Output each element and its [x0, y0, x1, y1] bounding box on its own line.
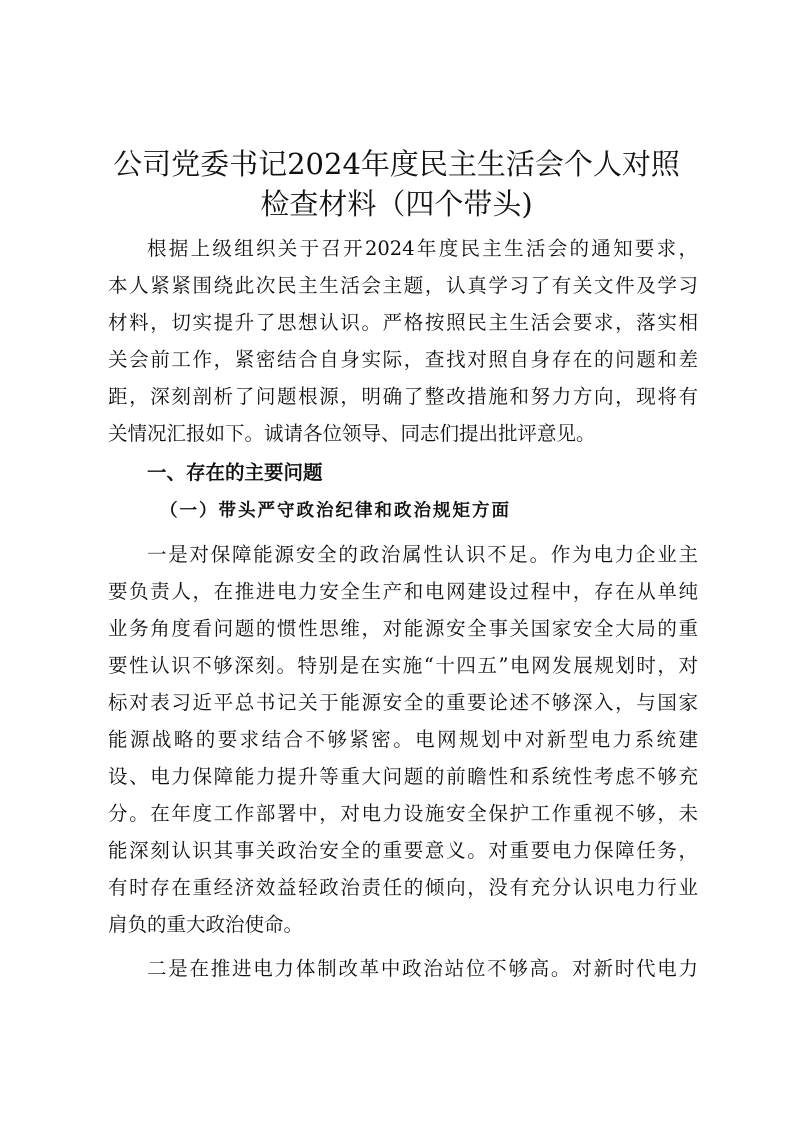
subsection-heading: （一）带头严守政治纪律和政治规矩方面	[160, 501, 511, 521]
para-line: 能源战略的要求结合不够紧密。电网规划中对新型电力系统建	[108, 728, 698, 751]
intro-line: 材料，切实提升了思想认识。严格按照民主生活会要求，落实相	[108, 311, 698, 334]
intro-line: 根据上级组织关于召开2024年度民主生活会的通知要求，	[147, 237, 698, 260]
para-line: 标对表习近平总书记关于能源安全的重要论述不够深入，与国家	[108, 691, 698, 714]
document-title-line-1: 公司党委书记2024年度民主生活会个人对照	[113, 147, 680, 181]
intro-line: 本人紧紧围绕此次民主生活会主题，认真学习了有关文件及学习	[108, 274, 698, 297]
intro-line: 关情况汇报如下。诚请各位领导、同志们提出批评意见。	[108, 422, 596, 445]
para-line: 设、电力保障能力提升等重大问题的前瞻性和系统性考虑不够充	[108, 765, 698, 788]
para-line: 要性认识不够深刻。特别是在实施“十四五”电网发展规划时，对	[108, 654, 698, 677]
para-line: 分。在年度工作部署中，对电力设施安全保护工作重视不够，未	[108, 802, 698, 825]
intro-line: 距，深刻剖析了问题根源，明确了整改措施和努力方向，现将有	[108, 385, 698, 408]
para-line: 二是在推进电力体制改革中政治站位不够高。对新时代电力	[147, 957, 698, 980]
intro-line: 关会前工作，紧密结合自身实际，查找对照自身存在的问题和差	[108, 348, 698, 371]
para-line: 有时存在重经济效益轻政治责任的倾向，没有充分认识电力行业	[108, 876, 698, 899]
section-heading: 一、存在的主要问题	[147, 461, 323, 484]
para-line: 要负责人，在推进电力安全生产和电网建设过程中，存在从单纯	[108, 580, 698, 603]
para-line: 一是对保障能源安全的政治属性认识不足。作为电力企业主	[147, 543, 698, 566]
para-line: 业务角度看问题的惯性思维，对能源安全事关国家安全大局的重	[108, 617, 698, 640]
para-line: 能深刻认识其事关政治安全的重要意义。对重要电力保障任务，	[108, 839, 698, 862]
document-title-line-2: 检查材料（四个带头)	[260, 187, 533, 221]
para-line: 肩负的重大政治使命。	[108, 913, 304, 936]
